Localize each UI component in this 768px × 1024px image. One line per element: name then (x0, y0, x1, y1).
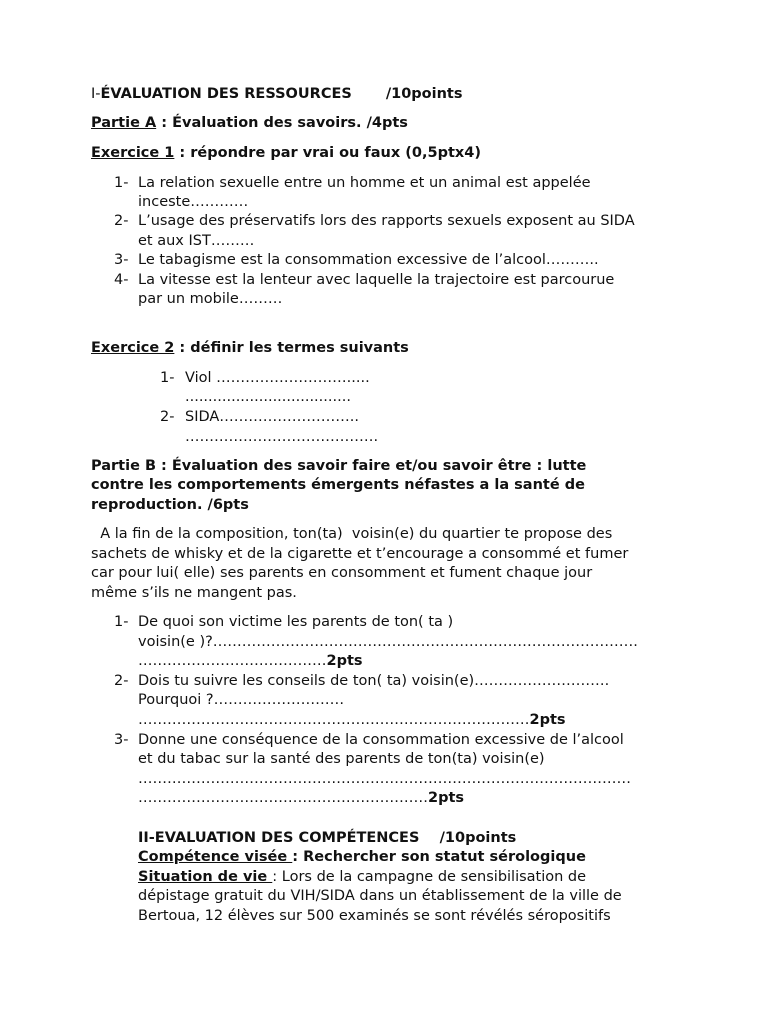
answer-dots: …………………………………………………… (138, 790, 428, 806)
ex2-item-number: 2- (160, 409, 175, 425)
question-text: voisin(e )?……………………………………………………………………………. (138, 634, 638, 650)
title-points: /10points (385, 86, 463, 102)
competence-text: : Rechercher son statut sérologique (292, 849, 586, 865)
title-text: ÉVALUATION DES RESSOURCES (100, 86, 352, 102)
ex2-item-number: 1- (160, 370, 175, 386)
question-number: 1- (114, 614, 129, 630)
situation-de-vie-label: Situation de vie (138, 869, 273, 885)
ex1-item-text: L’usage des préservatifs lors des rapports sexuels exposent au SIDA (138, 213, 635, 229)
ex1-item-text: Le tabagisme est la consommation excessive de l’alcool……….. (138, 252, 599, 268)
question-answer-line (138, 652, 363, 671)
situation-text: A la fin de la composition, ton(ta) voisin(e) du quartier te propose des (91, 526, 613, 542)
exercice-1-heading (91, 144, 481, 163)
ex2-item-text: SIDA……………………….. (185, 409, 360, 425)
partie-a-label: Partie A (91, 115, 157, 131)
exercice-1-label: Exercice 1 (91, 145, 175, 161)
answer-dots: ………………………………………………………………………………………… (138, 771, 631, 787)
situation-de-vie-line (138, 868, 586, 887)
question-answer-line (138, 789, 464, 808)
competence-line (138, 848, 586, 867)
exercice-2-heading (91, 339, 409, 358)
question-text: Donne une conséquence de la consommation excessive de l’alcool (138, 732, 624, 748)
question-text: et du tabac sur la santé des parents de ton(ta) voisin(e) (138, 751, 545, 767)
ex1-item-text: par un mobile……… (138, 291, 283, 307)
exercice-2-label: Exercice 2 (91, 340, 175, 356)
ex1-item-text: inceste………… (138, 194, 249, 210)
exercice-1-text: : répondre par vrai ou faux (0,5ptx4) (174, 145, 481, 161)
ex2-item-text: .................................... (185, 389, 351, 405)
situation-text: car pour lui( elle) ses parents en consomment et fument chaque jour (91, 565, 593, 581)
ex2-item-text: …………………………………. (185, 429, 379, 445)
partie-a-text: : Évaluation des savoirs. /4pts (156, 115, 408, 131)
question-points: 2pts (428, 790, 465, 806)
answer-dots: ………………………………… (138, 653, 327, 669)
situation-de-vie-text: dépistage gratuit du VIH/SIDA dans un établissement de la ville de (138, 888, 622, 904)
competence-label: Compétence visée (138, 849, 293, 865)
partie-b-heading: Partie B : Évaluation des savoir faire et/ou savoir être : lutte (91, 458, 587, 474)
situation-text: sachets de whisky et de la cigarette et t’encourage a consommé et fumer (91, 546, 629, 562)
title-prefix: I- (91, 86, 101, 102)
question-answer-line (138, 711, 566, 730)
question-points: 2pts (326, 653, 363, 669)
question-text: De quoi son victime les parents de ton( ta ) (138, 614, 454, 630)
ex1-item-number: 1- (114, 175, 129, 191)
situation-text: même s’ils ne mangent pas. (91, 585, 297, 601)
question-number: 3- (114, 732, 129, 748)
situation-de-vie-text: Bertoua, 12 élèves sur 500 examinés se sont révélés séropositifs (138, 908, 611, 924)
question-points: 2pts (529, 712, 566, 728)
section-2-title: II-EVALUATION DES COMPÉTENCES /10points (138, 830, 517, 846)
ex1-item-number: 2- (114, 213, 129, 229)
ex2-item-text: Viol ………………………..... (185, 370, 370, 386)
partie-b-heading: reproduction. /6pts (91, 497, 249, 513)
ex1-item-text: et aux IST……… (138, 233, 255, 249)
ex1-item-number: 4- (114, 272, 129, 288)
situation-de-vie-text: : Lors de la campagne de sensibilisation de (272, 869, 587, 885)
section-1-title (91, 85, 463, 104)
ex1-item-text: La relation sexuelle entre un homme et un animal est appelée (138, 175, 591, 191)
question-text: Pourquoi ?……………………… (138, 692, 345, 708)
exercice-2-text: : définir les termes suivants (174, 340, 409, 356)
answer-dots: ……………………………………………………………………… (138, 712, 530, 728)
question-text: Dois tu suivre les conseils de ton( ta) voisin(e)………………………. (138, 673, 610, 689)
ex1-item-text: La vitesse est la lenteur avec laquelle la trajectoire est parcourue (138, 272, 615, 288)
partie-b-heading: contre les comportements émergents néfastes a la santé de (91, 477, 585, 493)
question-number: 2- (114, 673, 129, 689)
ex1-item-number: 3- (114, 252, 129, 268)
partie-a-heading (91, 114, 408, 133)
